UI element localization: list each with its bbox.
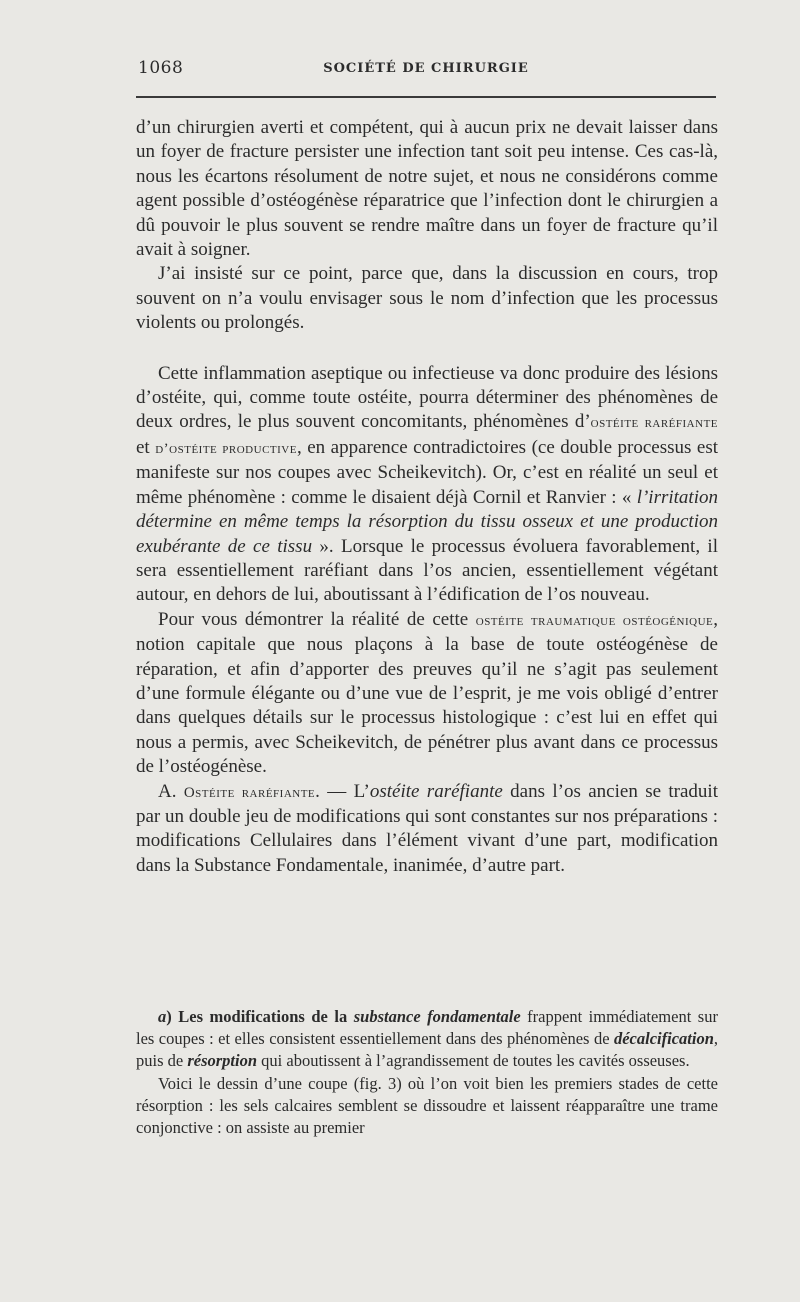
p3-text-2: et bbox=[136, 436, 156, 458]
f1-text-3: , puis de bbox=[136, 1029, 718, 1071]
page-number: 1068 bbox=[138, 58, 184, 78]
p3-text-4: ». Lorsque le processus évoluera favorablement, il sera essentiellement raréfiant dans l’os ancien, essentiellement végétant autour, en dehors de lui, aboutissant à l’édification de l’os nouveau. bbox=[136, 535, 718, 606]
p3-text-1: Cette inflammation aseptique ou infectieuse va donc produire des lésions d’ostéite, qui, comme toute ostéite, pourra déterminer des phénomènes de deux ordres, le plus souvent concomitants, phénomènes d’ bbox=[136, 362, 718, 433]
paragraph-3 bbox=[136, 362, 718, 608]
running-header bbox=[136, 58, 716, 84]
f1-text-1: ) Les modifications de la bbox=[166, 1007, 354, 1026]
p5-text-2: . — L’ bbox=[315, 780, 370, 802]
f1-text-4: qui aboutissent à l’agrandissement de toutes les cavités osseuses. bbox=[257, 1051, 690, 1071]
f1-italic-1: substance fondamentale bbox=[353, 1007, 521, 1026]
p5-smallcaps-1: Ostéite raréfiante bbox=[183, 784, 316, 801]
paragraph-5 bbox=[136, 780, 718, 879]
small-print-section bbox=[136, 1006, 718, 1139]
p5-italic-1: ostéite raréfiante bbox=[369, 780, 503, 802]
f1-italic-2: décalcification bbox=[613, 1029, 714, 1049]
p3-smallcaps-1: ostéite raréfiante bbox=[590, 415, 719, 432]
paragraph-4 bbox=[136, 608, 718, 780]
main-text bbox=[136, 116, 718, 878]
f1-italic-3: résorption bbox=[187, 1051, 258, 1071]
p5-text-1: A. bbox=[158, 780, 184, 802]
paragraph-1: d’un chirurgien averti et compétent, qui à aucun prix ne devait laisser dans un foyer de fracture persister une infection tant soit peu intense. Ces cas-là, nous les écartons résolument de notre sujet, et nous ne considérons comme agent possible d’ostéogénèse réparatrice que l’infection dont le chirurgien a dû pouvoir le plus souvent se rendre maître dans un foyer de fracture qu’il avait à soigner. bbox=[136, 117, 718, 261]
header-title: SOCIÉTÉ DE CHIRURGIE bbox=[323, 61, 529, 76]
small-print-paragraph-2: Voici le dessin d’une coupe (fig. 3) où l’on voit bien les premiers stades de cette résorption : les sels calcaires semblent se dissoudre et laissent réapparaître une trame conjonctive : on assiste au premier bbox=[136, 1073, 718, 1138]
paragraph-2: J’ai insisté sur ce point, parce que, dans la discussion en cours, trop souvent on n’a voulu envisager sous le nom d’infection que les processus violents ou prolongés. bbox=[136, 263, 718, 334]
f1-letter: a bbox=[158, 1007, 167, 1026]
p4-smallcaps-1: ostéite traumatique ostéogénique bbox=[475, 612, 714, 629]
p5-text-3: dans l’os ancien se traduit par un double jeu de modifications qui sont constantes sur nos préparations : modifications Cellulaires dans l’élément vivant d’une part, modification dans la Substance Fondamentale, inanimée, d’autre part. bbox=[136, 780, 718, 876]
p3-quote: l’irritation détermine en même temps la résorption du tissu osseux et une production exubérante de ce tissu bbox=[136, 486, 718, 557]
p4-text-2: , notion capitale que nous plaçons à la base de toute ostéogénèse de réparation, et afin d’apporter des preuves qu’il ne s’agit pas seulement d’une formule élégante ou d’une vue de l’esprit, je me vois obligé d’entrer dans quelques détails sur le processus histologique : c’est lui en effet qui nous a permis, avec Scheikevitch, de pénétrer plus avant dans ce processus de l’ostéogénèse. bbox=[136, 608, 718, 778]
p3-text-3: , en apparence contradictoires (ce double processus est manifeste sur nos coupes avec Scheikevitch). Or, c’est en réalité un seul et même phénomène : comme le disaient déjà Cornil et Ranvier : « bbox=[136, 436, 719, 508]
p3-smallcaps-2: d’ostéite productive bbox=[155, 440, 297, 457]
p4-text-1: Pour vous démontrer la réalité de cette bbox=[158, 608, 476, 630]
small-print-paragraph-1 bbox=[136, 1006, 718, 1073]
f1-text-2: frappent immédiatement sur les coupes : et elles consistent essentiellement dans des phénomènes de bbox=[136, 1007, 718, 1049]
header-rule bbox=[136, 96, 716, 98]
